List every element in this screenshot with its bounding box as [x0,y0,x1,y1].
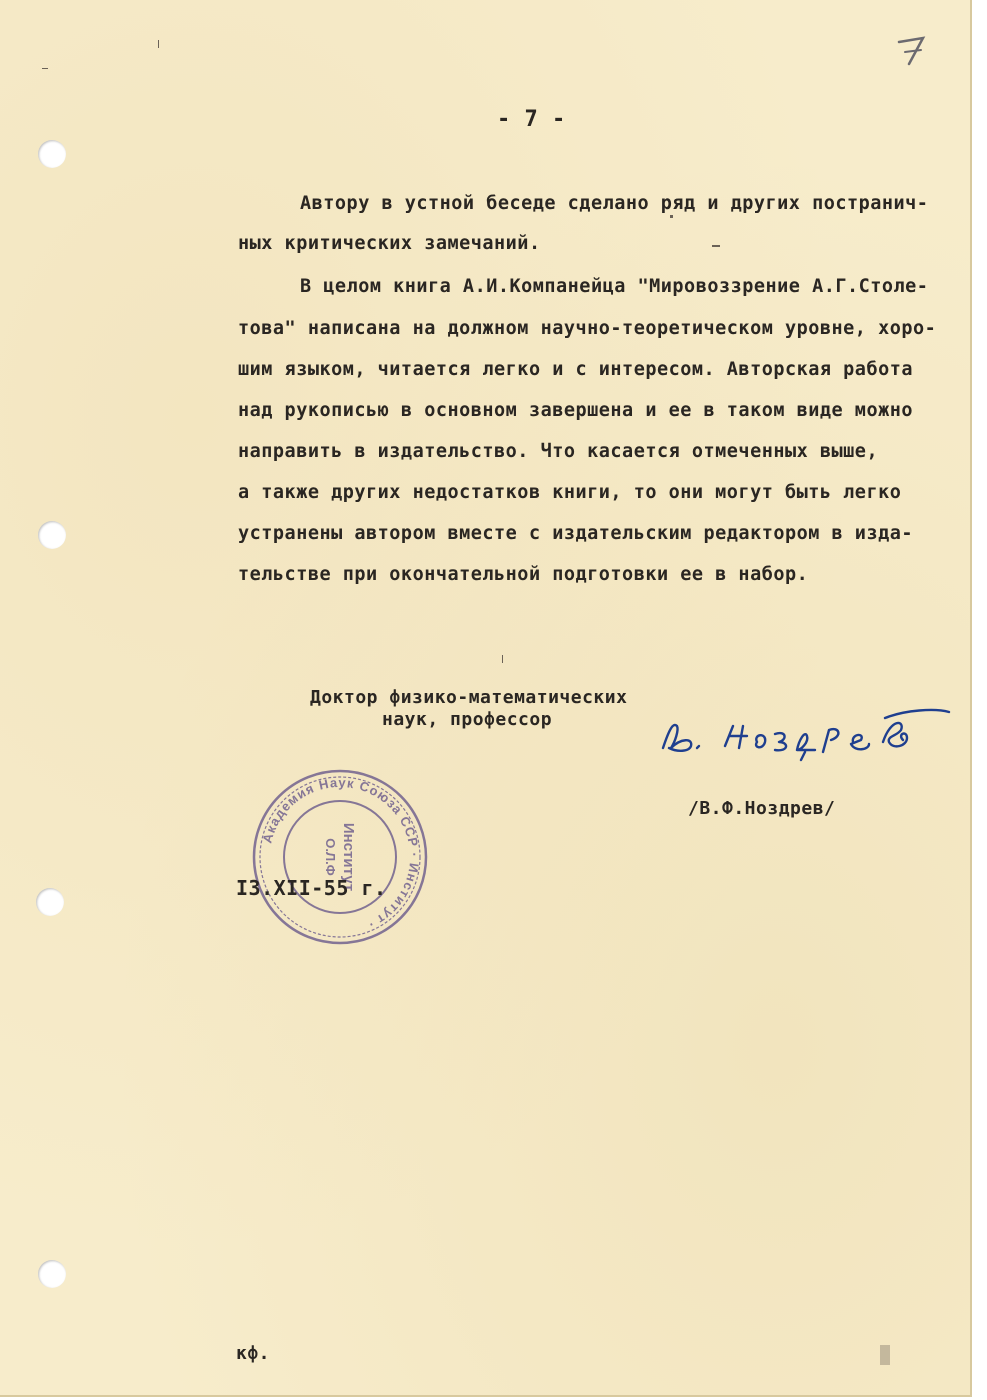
typist-initials: кф. [236,1343,271,1364]
paragraph-2-line: направить в издательство. Что касается отмеченных выше, [238,441,879,462]
typed-author-name: /В.Ф.Ноздрев/ [688,798,836,819]
archive-folio-mark [893,30,933,70]
binder-hole [38,140,66,168]
document-date: I3.XII-55 г. [236,876,387,900]
binder-hole [36,888,64,916]
handwritten-signature [655,700,955,770]
paper-speck [712,245,720,247]
institution-stamp [250,767,430,947]
paper-speck [502,655,503,663]
paragraph-1-line: ных критических замечаний. [238,233,541,254]
paragraph-2-line: над рукописью в основном завершена и ее в таком виде можно [238,400,914,421]
paragraph-2-line: това" написана на должном научно-теоретическом уровне, хоро- [238,318,937,339]
paragraph-2-line: тельстве при окончательной подготовки ее в набор. [238,564,809,585]
paper-speck [880,1345,890,1365]
svg-text:Институт: Институт [340,822,357,892]
author-title-line: наук, профессор [382,709,553,730]
paragraph-2-line: а также других недостатков книги, то они могут быть легко [238,482,902,503]
page-number: - 7 - [497,107,566,132]
paper-speck [158,40,159,48]
svg-text:О.Л.Ф: О.Л.Ф [323,838,338,876]
paragraph-2-line: В целом книга А.И.Компанейца "Мировоззрение А.Г.Столе- [300,276,929,297]
binder-hole [38,1260,66,1288]
paper-speck [670,215,673,218]
author-title-line: Доктор физико-математических [310,687,628,708]
paragraph-1-line: Автору в устной беседе сделано ряд и других постранич- [300,193,929,214]
binder-hole [38,521,66,549]
paragraph-2-line: шим языком, читается легко и с интересом. Авторская работа [238,359,914,380]
paper-speck [42,68,48,69]
paragraph-2-line: устранены автором вместе с издательским редактором в изда- [238,523,914,544]
svg-text:Академия Наук Союза ССР · Инст: Академия Наук Союза ССР · Институт · [259,774,423,933]
